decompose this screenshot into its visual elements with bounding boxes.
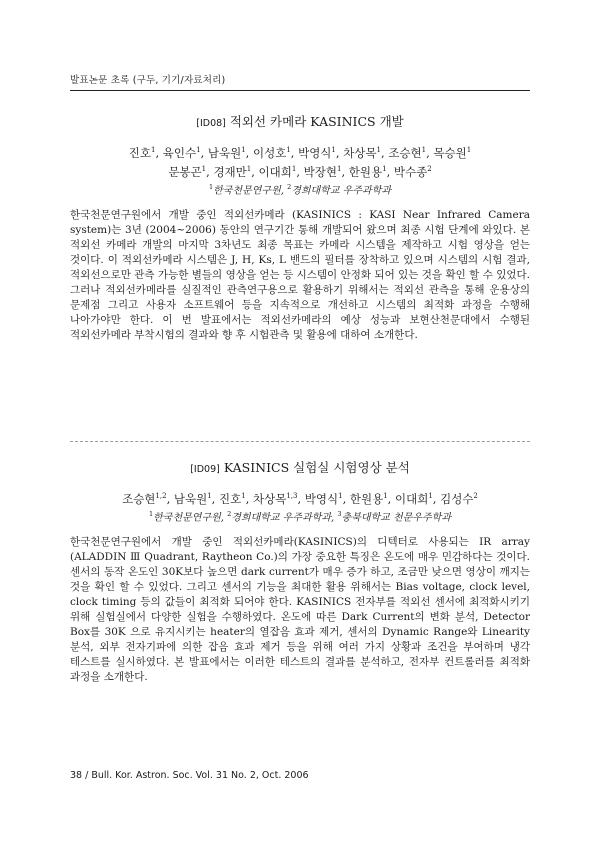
abstract-id08 — [70, 114, 530, 343]
author-name: 박영식 — [304, 491, 339, 506]
author-name: 차상목 — [343, 145, 377, 160]
section-header: 발표논문 초록 (구두, 기기/자료처리) — [70, 75, 226, 86]
author-name: 한원용 — [348, 164, 383, 179]
author-affiliation-mark: 1 — [201, 164, 207, 173]
author-name: 박장현 — [303, 164, 337, 179]
author-affiliation-mark: 1,2 — [155, 492, 167, 500]
abstract-title — [70, 114, 530, 132]
affiliation-name: 경희대학교 우주과학과 — [291, 184, 392, 196]
abstract-divider — [70, 441, 530, 442]
author-affiliation-mark: 1 — [291, 164, 297, 173]
author-list — [70, 142, 530, 180]
author-affiliation-mark: 1 — [241, 146, 246, 154]
author-affiliation-mark: 1 — [150, 146, 156, 154]
author-name: 한원용 — [349, 491, 384, 506]
author-name: 경재만 — [213, 164, 247, 179]
author-name: 육인수 — [162, 145, 197, 160]
author-name: 차상목 — [252, 491, 287, 506]
author-name: 조승현 — [122, 491, 156, 506]
author-affiliation-mark: 1,3 — [286, 492, 298, 500]
abstract-body: 한국천문연구원에서 개발 중인 적외선카메라(KASINICS)의 디텍터로 사용되는 IR array (ALADDIN Ⅲ Quadrant, Raytheon Co.)의 가장 중요한 특징은 온도에 매우 민감하다는 것이다. 센서의 동작 온도인 30K보다 높으면 dark current가 매우 증가 하고, 조금만 낮으면 영상이 깨지는 것을 확인 할 수 있었다. 그리고 센서의 기능을 최대한 활용 위해서는 Bias voltage, clock level, clock timing 등의 값들이 최적화 되어야 한다. KASINICS 전자부를 적외선 센서에 최적화시키기 위해 실험실에서 다양한 실험을 수행하였다. 온도에 따른 Dark Current의 변화 분석, Detector Box를 30K 으로 유지시키는 heater의 열잡음 효과 제거, 센서의 Dynamic Range와 Linearity 분석, 외부 전자기파에 의한 잡음 효과 제거 등을 위해 여러 가지 상황과 조건을 부여하며 냉각 테스트를 실시하였다. 본 발표에서는 이러한 테스트의 결과를 분석하고, 전자부 컨트롤러를 최적화 과정을 소개한다. — [70, 536, 530, 684]
author-affiliation-mark: 1 — [383, 492, 388, 500]
author-affiliation-mark: 1 — [376, 146, 381, 154]
affiliation-name: 충북대학교 천문우주학과 — [341, 512, 451, 524]
abstract-code: [ID09] — [190, 464, 220, 475]
author-name: 진호 — [218, 491, 242, 506]
author-affiliation-mark: 1 — [338, 492, 343, 500]
author-name: 조승현 — [388, 145, 422, 160]
affiliation-mark: 2 — [227, 509, 232, 518]
abstract-title-text: KASINICS 실험실 시험영상 분석 — [223, 460, 410, 475]
affiliation-line: $^1$한국천문연구원, $^2$경희대학교 우주과학과 — [208, 182, 392, 196]
author-name: 이대희 — [258, 164, 292, 179]
author-name: 진호 — [128, 145, 151, 160]
affiliation-mark: 1 — [149, 509, 154, 518]
affiliation-mark: 3 — [337, 509, 342, 518]
abstract-code: [ID08] — [196, 118, 226, 129]
author-affiliation-mark: 1 — [382, 164, 387, 173]
author-line: 문봉곤$^1$, 경재만$^1$, 이대희$^1$, 박장현$^1$, 한원용$^1$, 박수종$^2$ — [168, 164, 432, 179]
author-affiliation-mark: 1 — [241, 492, 246, 500]
author-name: 남욱원 — [173, 491, 208, 506]
affiliation-name: 한국천문연구원 — [213, 184, 281, 196]
affiliation-mark: 2 — [287, 182, 292, 191]
author-name: 박영식 — [298, 145, 332, 160]
author-affiliation-mark: 2 — [473, 492, 478, 500]
abstract-body: 한국천문연구원에서 개발 중인 적외선카메라 (KASINICS : KASI Near Infrared Camera system)는 3년 (2004~2006) 동안의 연구기간 통해 개발되어 왔으며 최종 시험 단계에 와있다. 본 적외선 카메라 개발의 마지막 3차년도 최종 목표는 카메라 시스템을 제작하고 시험 영상을 얻는 것이다. 이 적외선카메라 시스템은 J, H, Ks, L 밴드의 필터를 장착하고 있으며 시스템의 시험 결과, 적외선으로만 관측 가능한 별들의 영상을 얻는 등 시스템이 안정화 되어 있는 것을 확인 할 수 있었다. 그러나 적외선카메라를 실질적인 관측연구용으로 활용하기 위해서는 적외선 관측을 통해 운용상의 문제점 그리고 사용자 소프트웨어 등을 지속적으로 개선하고 시스템의 최적화 과정을 수행해 나아가야만 한다. 이 번 발표에서는 적외선카메라의 예상 성능과 보현산천문대에서 수행된 적외선카메라 부착시험의 결과와 향 후 시험관측 및 활용에 대하여 소개한다. — [70, 208, 530, 341]
author-name: 남욱원 — [207, 145, 242, 160]
affiliation-line: $^1$한국천문연구원, $^2$경희대학교 우주과학과, $^3$충북대학교 천문우주학과 — [149, 509, 451, 524]
author-affiliation-mark: 1 — [207, 492, 212, 500]
author-name: 이대희 — [394, 491, 429, 506]
author-name: 문봉곤 — [168, 164, 202, 179]
affiliation-name: 경희대학교 우주과학과 — [231, 512, 332, 524]
author-line: 조승현$^{1,2}$, 남욱원$^1$, 진호$^1$, 차상목$^{1,3}$, 박영식$^1$, 한원용$^1$, 이대희$^1$, 김성수$^2$ — [122, 491, 478, 506]
header-rule — [70, 90, 530, 91]
author-affiliation-mark: 1 — [196, 146, 201, 154]
author-affiliation-mark: 1 — [286, 146, 291, 154]
author-name: 김성수 — [440, 491, 474, 506]
author-affiliation-mark: 1 — [466, 146, 472, 154]
author-affiliation-mark: 1 — [246, 164, 252, 173]
author-name: 박수종 — [393, 164, 428, 179]
affiliation-name: 한국천문연구원 — [153, 512, 221, 524]
author-list — [70, 488, 530, 507]
author-line: 진호$^1$, 육인수$^1$, 남욱원$^1$, 이성호$^1$, 박영식$^1$, 차상목$^1$, 조승현$^1$, 목승원$^1$ — [128, 145, 472, 160]
abstract-id09 — [70, 460, 530, 685]
abstract-title-text: 적외선 카메라 KASINICS 개발 — [229, 114, 404, 129]
author-affiliation-mark: 1 — [428, 492, 433, 500]
page-footer: 38 / Bull. Kor. Astron. Soc. Vol. 31 No. 2, Oct. 2006 — [70, 770, 309, 781]
author-affiliation-mark: 1 — [421, 146, 427, 154]
author-affiliation-mark: 1 — [336, 164, 342, 173]
author-name: 목승원 — [433, 145, 467, 160]
author-affiliation-mark: 2 — [427, 164, 432, 173]
abstract-title — [70, 460, 530, 478]
affiliation-mark: 1 — [208, 182, 214, 191]
author-name: 이성호 — [252, 145, 287, 160]
author-affiliation-mark: 1 — [331, 146, 336, 154]
